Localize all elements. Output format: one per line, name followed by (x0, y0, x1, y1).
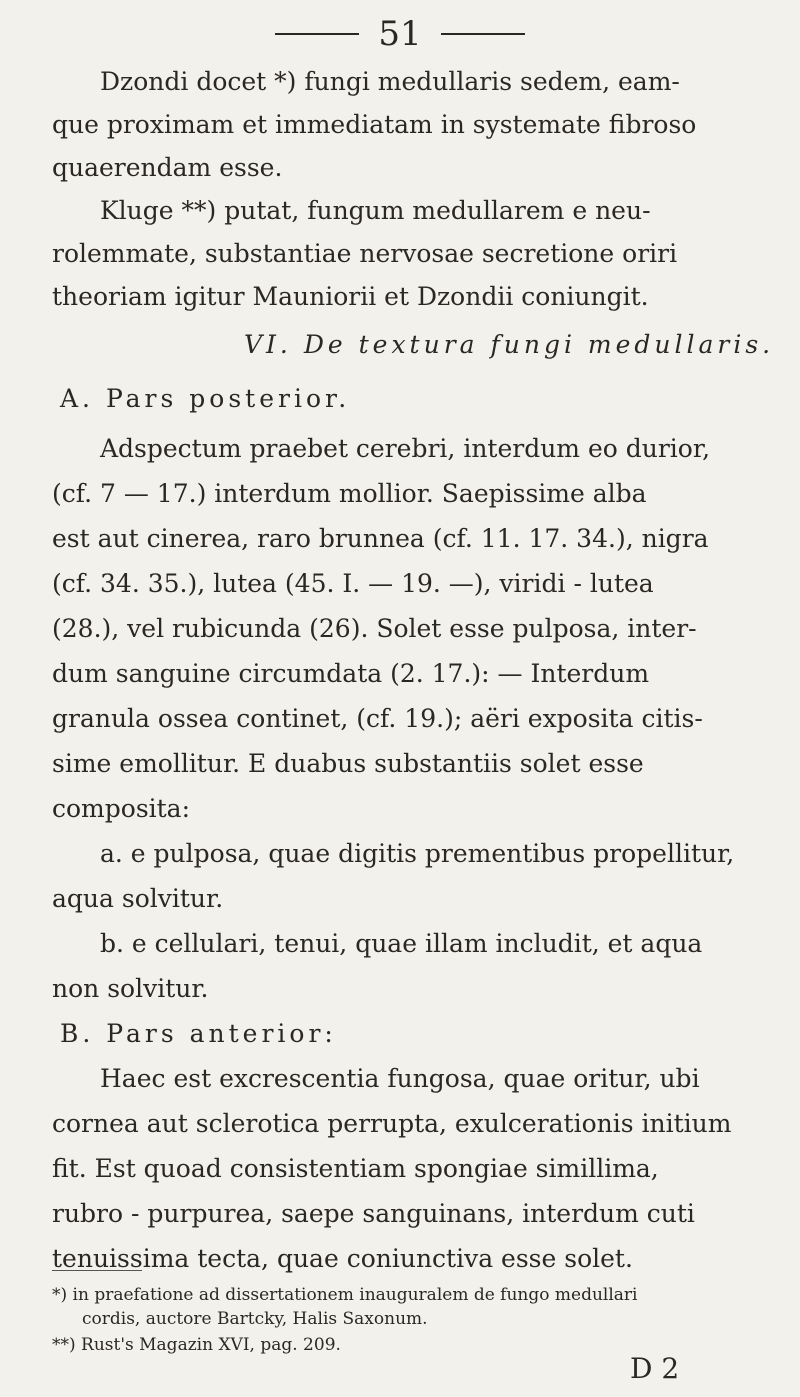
footnote-rule (52, 1270, 142, 1271)
text-line: rubro - purpurea, saepe sanguinans, interdum cuti (52, 1199, 695, 1228)
text-line: Haec est excrescentia fungosa, quae oritur, ubi (100, 1064, 700, 1093)
page-header (0, 14, 800, 54)
text-line: granula ossea continet, (cf. 19.); aëri exposita citis- (52, 704, 703, 733)
signature-mark: D 2 (630, 1352, 680, 1385)
text-line: (cf. 7 — 17.) interdum mollior. Saepissime alba (52, 479, 647, 508)
text-line: Dzondi docet *) fungi medullaris sedem, eam- (100, 67, 680, 96)
footnote: cordis, auctore Bartcky, Halis Saxonum. (82, 1309, 428, 1329)
section-heading: VI. De textura fungi medullaris. (244, 330, 775, 359)
text-line: cornea aut sclerotica perrupta, exulcerationis initium (52, 1109, 732, 1138)
text-line: Adspectum praebet cerebri, interdum eo durior, (100, 434, 711, 463)
list-item-a: a. e pulposa, quae digitis prementibus propellitur, (100, 839, 735, 868)
header-rule-right (441, 33, 525, 35)
text-line: tenuissima tecta, quae coniunctiva esse solet. (52, 1244, 633, 1273)
header-rule-left (275, 33, 359, 35)
text-line: fit. Est quoad consistentiam spongiae simillima, (52, 1154, 659, 1183)
text-line: dum sanguine circumdata (2. 17.): — Interdum (52, 659, 650, 688)
text-line: que proximam et immediatam in systemate fibroso (52, 110, 697, 139)
text-line: rolemmate, substantiae nervosae secretione oriri (52, 239, 678, 268)
text-line: (28.), vel rubicunda (26). Solet esse pulposa, inter- (52, 614, 697, 643)
subheading-b: B. Pars anterior: (60, 1019, 337, 1048)
text-line: sime emollitur. E duabus substantiis solet esse (52, 749, 644, 778)
subheading-a: A. Pars posterior. (60, 384, 351, 413)
text-line: quaerendam esse. (52, 153, 283, 182)
text-line: aqua solvitur. (52, 884, 224, 913)
text-line: Kluge **) putat, fungum medullarem e neu- (100, 196, 651, 225)
text-line: non solvitur. (52, 974, 209, 1003)
page-number: 51 (378, 14, 422, 54)
footnote: **) Rust's Magazin XVI, pag. 209. (52, 1335, 341, 1355)
list-item-b: b. e cellulari, tenui, quae illam includit, et aqua (100, 929, 703, 958)
text-line: theoriam igitur Mauniorii et Dzondii coniungit. (52, 282, 649, 311)
text-line: est aut cinerea, raro brunnea (cf. 11. 17. 34.), nigra (52, 524, 709, 553)
text-line: (cf. 34. 35.), lutea (45. I. — 19. —), viridi - lutea (52, 569, 654, 598)
text-line: composita: (52, 794, 191, 823)
footnote: *) in praefatione ad dissertationem inauguralem de fungo medullari (52, 1285, 638, 1305)
